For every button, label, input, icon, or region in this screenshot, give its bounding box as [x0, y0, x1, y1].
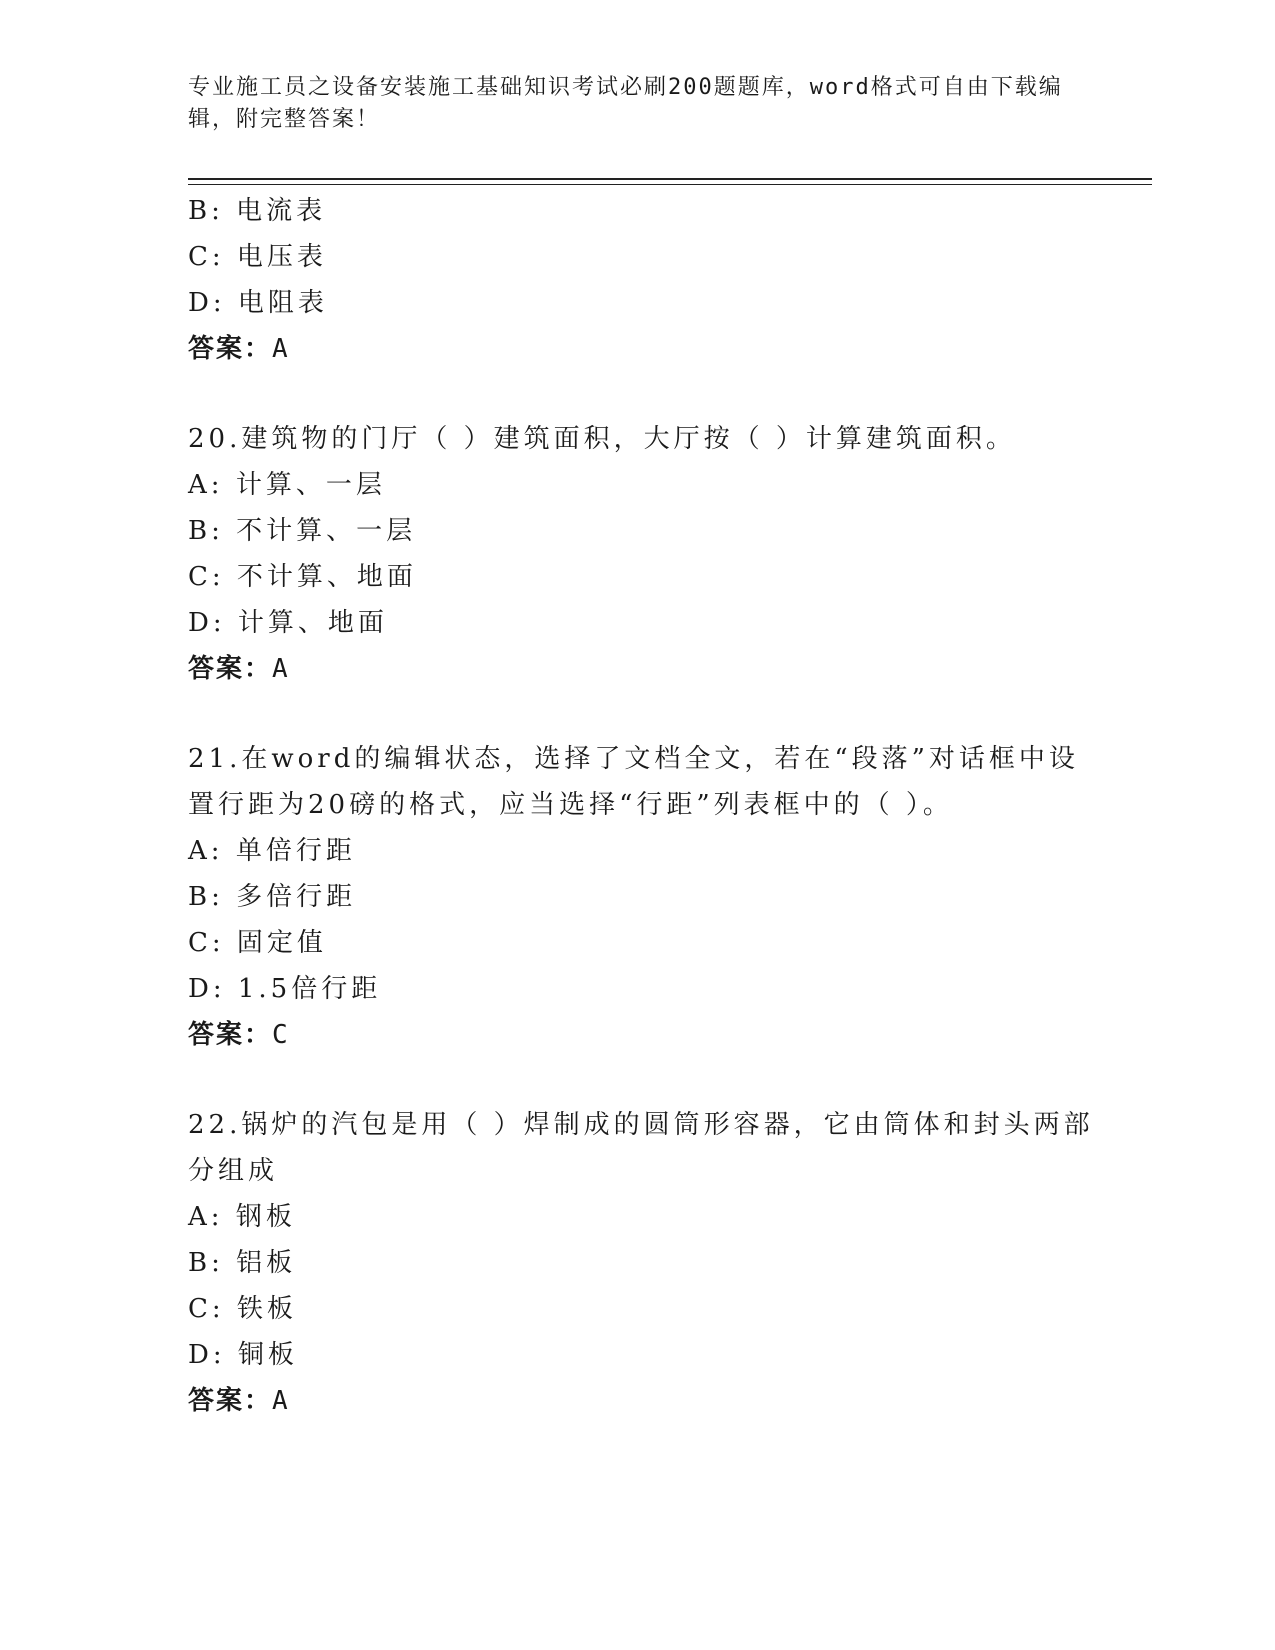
option-a: A: 计算、一层: [188, 470, 386, 500]
answer: 答案：C: [188, 1020, 290, 1050]
option-a: A: 钢板: [188, 1202, 296, 1232]
option-c: C: 不计算、地面: [188, 562, 417, 592]
option-c: C: 铁板: [188, 1294, 297, 1324]
header-rule-thick: [188, 178, 1152, 180]
option-b: B: 铝板: [188, 1248, 297, 1278]
question-19-continued: [188, 188, 1108, 372]
question-list: [188, 188, 1108, 1424]
option-c: C: 电压表: [188, 242, 327, 272]
option-d: D: 1.5倍行距: [188, 974, 382, 1004]
header-rule-thin: [188, 184, 1152, 185]
option-b: B: 多倍行距: [188, 882, 357, 912]
document-header: 专业施工员之设备安装施工基础知识考试必刷200题题库，word格式可自由下载编辑，附完整答案！: [188, 75, 1063, 132]
question-20: [188, 416, 1108, 692]
answer: 答案：A: [188, 654, 290, 684]
option-d: D: 计算、地面: [188, 608, 388, 638]
question-stem: 21.在word的编辑状态，选择了文档全文，若在“段落”对话框中设置行距为20磅的格式，应当选择“行距”列表框中的（ ）。: [188, 744, 1079, 820]
option-d: D: 电阻表: [188, 288, 328, 318]
option-c: C: 固定值: [188, 928, 327, 958]
option-a: A: 单倍行距: [188, 836, 356, 866]
option-b: B: 电流表: [188, 196, 327, 226]
question-stem: 20.建筑物的门厅（ ）建筑面积，大厅按（ ）计算建筑面积。: [188, 424, 1016, 454]
option-b: B: 不计算、一层: [188, 516, 417, 546]
question-22: [188, 1102, 1108, 1424]
answer: 答案：A: [188, 1386, 290, 1416]
answer: 答案：A: [188, 334, 290, 364]
question-21: [188, 736, 1108, 1058]
option-d: D: 铜板: [188, 1340, 298, 1370]
question-stem: 22.锅炉的汽包是用（ ）焊制成的圆筒形容器，它由筒体和封头两部分组成: [188, 1110, 1094, 1186]
